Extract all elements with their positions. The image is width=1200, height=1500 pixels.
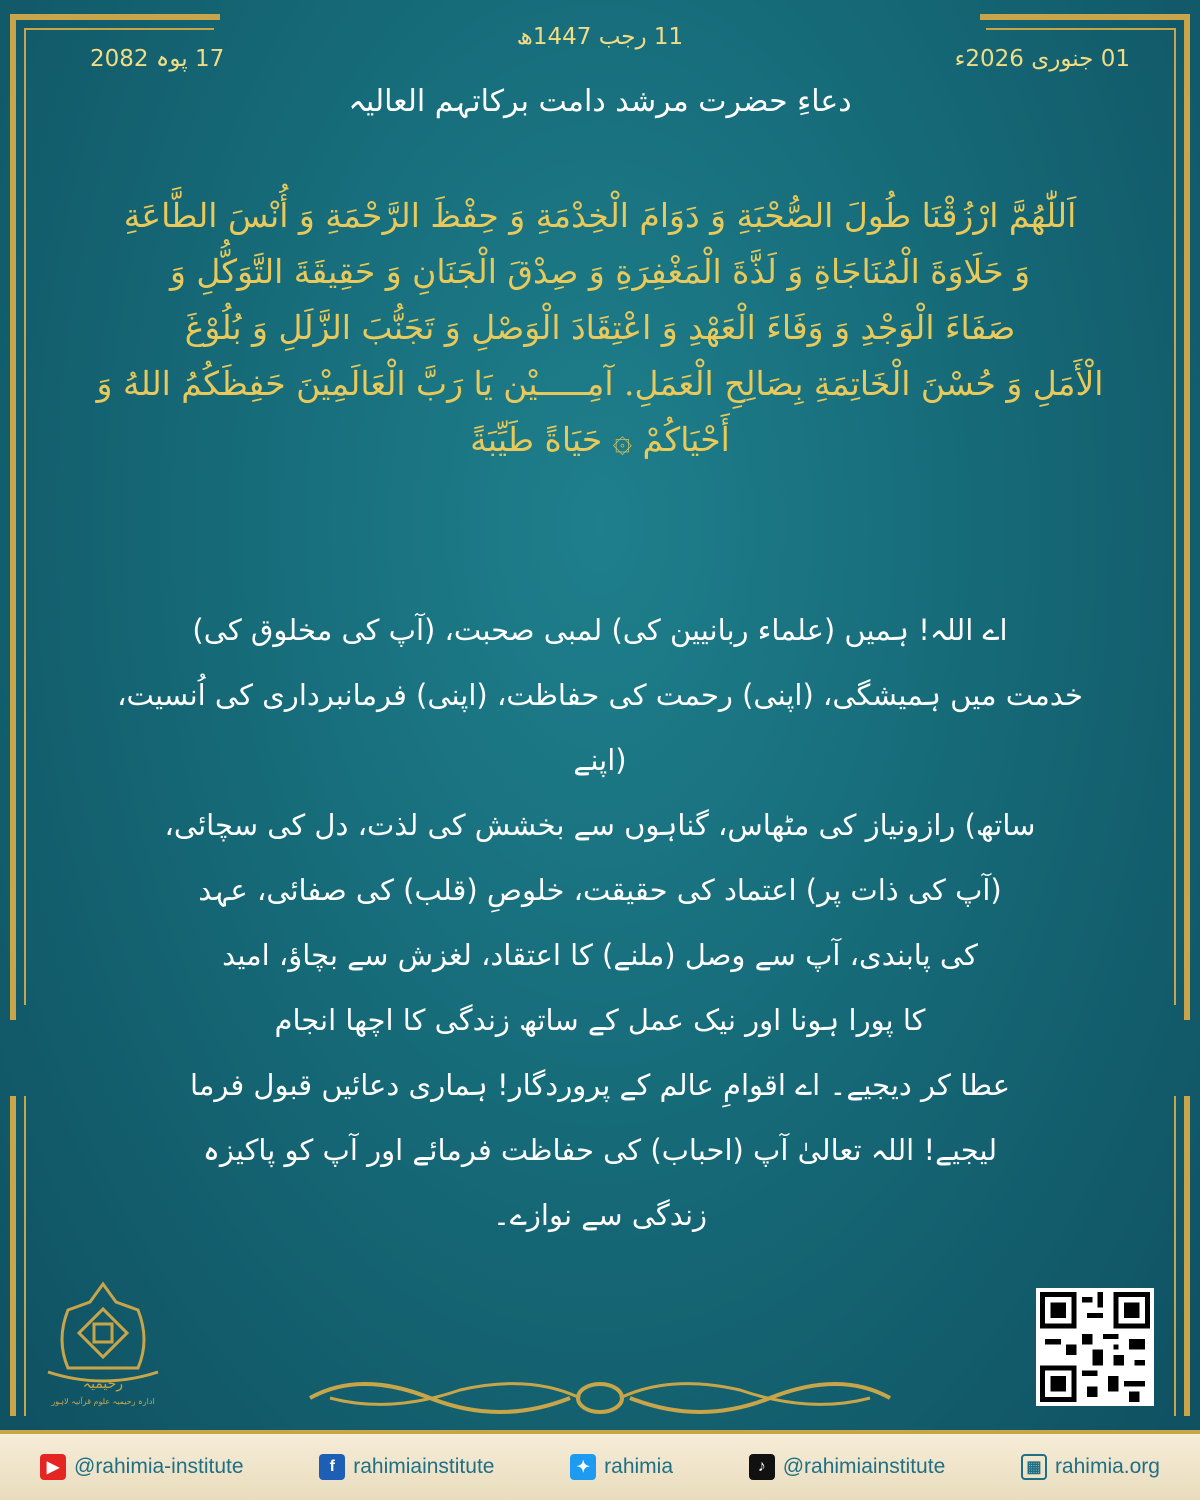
urdu-translation: [90, 598, 1110, 1248]
urdu-line: اے اللہ! ہمیں (علماء ربانیین کی) لمبی صحبت، (آپ کی مخلوق کی): [192, 613, 1008, 647]
frame-inner-bottom-left: [24, 1096, 28, 1416]
tiktok-handle: @rahimiainstitute: [782, 1455, 946, 1478]
rahimia-logo-icon: [38, 1280, 168, 1410]
arabic-line: وَ حَلَاوَةَ الْمُنَاجَاةِ وَ لَذَّةَ الْمَغْفِرَةِ وَ صِدْقَ الْجَنَانِ وَ حَقِيقَةَ التَّوَكُّلِ وَ: [169, 252, 1031, 291]
twitter-handle: rahimia: [604, 1455, 674, 1478]
bikrami-date: 17 پوہ 2082: [90, 46, 225, 72]
twitter-icon: ✦: [570, 1454, 596, 1480]
facebook-link[interactable]: [319, 1454, 494, 1480]
urdu-line: زندگی سے نوازے۔: [492, 1198, 708, 1232]
urdu-line: ساتھ) رازونیاز کی مٹھاس، گناہوں سے بخشش کی لذت، دل کی سچائی،: [164, 808, 1036, 842]
urdu-line: کی پابندی، آپ سے وصل (ملنے) کا اعتقاد، لغزش سے بچاؤ، امید: [222, 938, 978, 972]
facebook-handle: rahimiainstitute: [353, 1455, 495, 1478]
twitter-link[interactable]: [570, 1454, 673, 1480]
website-url: rahimia.org: [1054, 1455, 1160, 1478]
urdu-line: لیجیے! اللہ تعالیٰ آپ (احباب) کی حفاظت فرمائے اور آپ کو پاکیزہ: [202, 1133, 998, 1167]
hijri-date: 11 رجب 1447ھ: [516, 24, 684, 50]
youtube-link[interactable]: [40, 1454, 244, 1480]
frame-bottom-left: [10, 1096, 20, 1416]
arabic-line: الْأَمَلِ وَ حُسْنَ الْخَاتِمَةِ بِصَالِحِ الْعَمَلِ. آمِـــــيْن يَا رَبَّ الْعَالَمِيْنَ حَفِظَكُمُ اللهُ وَ: [96, 364, 1104, 403]
frame-bottom-right: [1180, 1096, 1190, 1416]
tiktok-icon: ♪: [749, 1454, 775, 1480]
urdu-line: خدمت میں ہمیشگی، (اپنی) رحمت کی حفاظت، (اپنی) فرمانبرداری کی اُنسیت، (اپنے: [117, 678, 1083, 777]
tiktok-link[interactable]: [749, 1454, 946, 1480]
gold-ornament-icon: [300, 1368, 900, 1428]
page-title: دعاءِ حضرت مرشد دامت برکاتہم العالیہ: [348, 84, 852, 119]
frame-inner-bottom-right: [1172, 1096, 1176, 1416]
youtube-icon: ▶: [40, 1454, 66, 1480]
footer-social-bar: [0, 1430, 1200, 1500]
facebook-icon: f: [319, 1454, 345, 1480]
youtube-handle: @rahimia-institute: [74, 1455, 244, 1478]
logo-tagline: ادارہ رحیمیہ علوم قرآنیہ لاہور: [51, 1397, 155, 1406]
arabic-line: اَللّٰهُمَّ ارْزُقْنَا طُولَ الصُّحْبَةِ وَ دَوَامَ الْخِدْمَةِ وَ حِفْظَ الرَّحْمَةِ وَ أُنْسَ الطَّاعَةِ: [123, 196, 1077, 235]
logo-wordmark: رحیمیہ: [82, 1376, 124, 1392]
website-icon: ▦: [1021, 1454, 1047, 1480]
arabic-line: أَحْيَاكُمْ ۞ حَيَاةً طَيِّبَةً: [470, 420, 730, 459]
urdu-line: (آپ کی ذات پر) اعتماد کی حقیقت، خلوصِ (قلب) کی صفائی، عہد: [198, 873, 1002, 907]
arabic-line: صَفَاءَ الْوَجْدِ وَ وَفَاءَ الْعَهْدِ وَ اعْتِقَادَ الْوَصْلِ وَ تَجَنُّبَ الزَّلَلِ وَ بُلُوْغَ: [184, 308, 1016, 347]
urdu-line: عطا کر دیجیے۔ اے اقوامِ عالم کے پروردگار! ہماری دعائیں قبول فرما: [189, 1068, 1011, 1102]
gregorian-date: 01 جنوری 2026ء: [954, 46, 1130, 72]
urdu-line: کا پورا ہونا اور نیک عمل کے ساتھ زندگی کا اچھا انجام: [274, 1003, 926, 1037]
qr-code-icon: [1036, 1288, 1154, 1406]
arabic-dua: [80, 188, 1120, 468]
website-link[interactable]: [1021, 1454, 1160, 1480]
